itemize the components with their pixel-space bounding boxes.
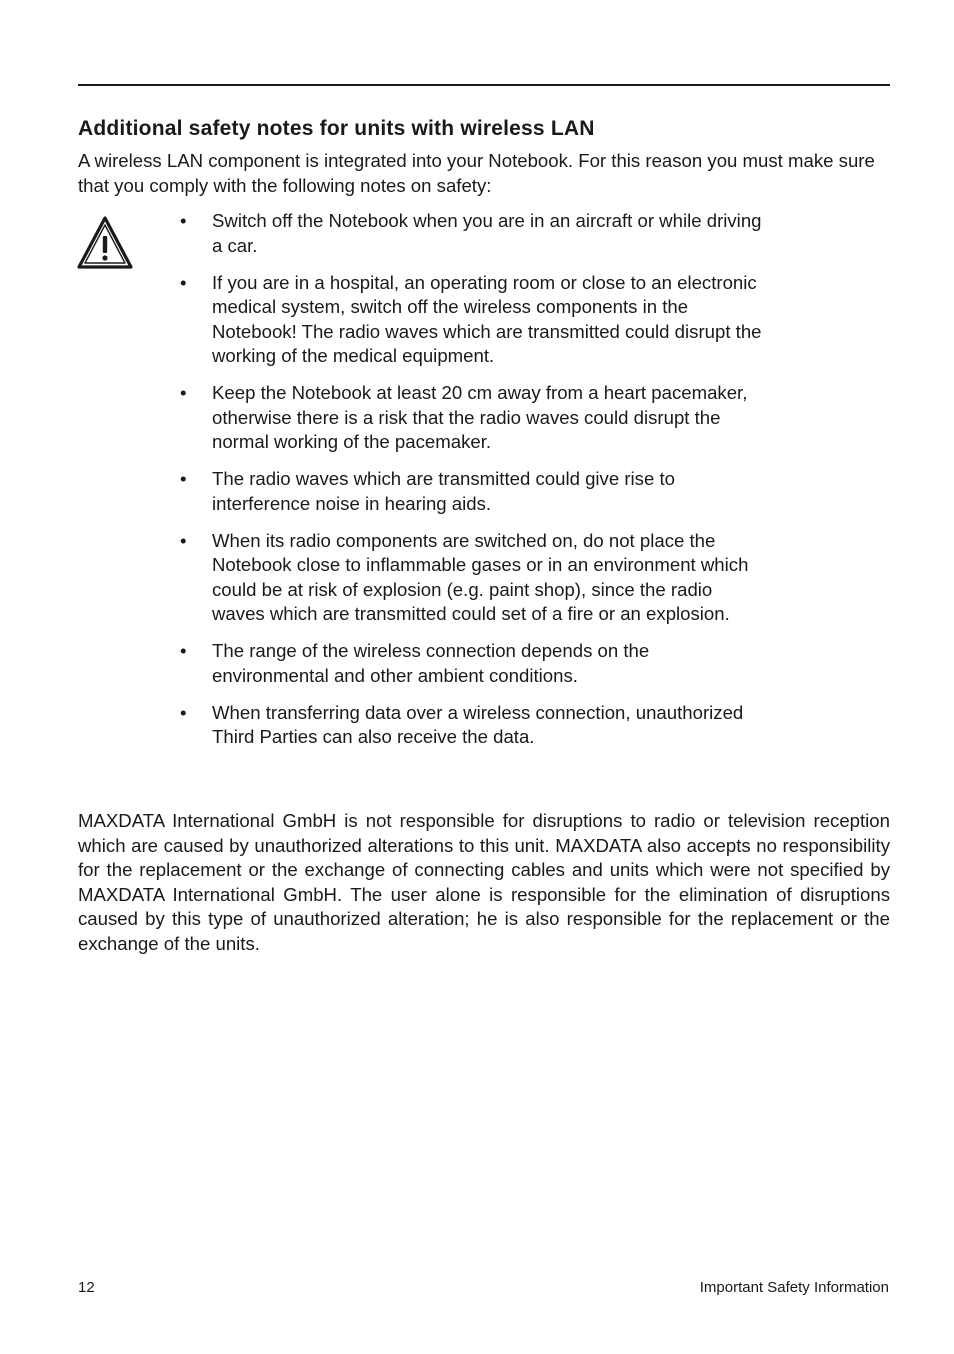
page-number: 12 bbox=[78, 1279, 95, 1296]
bullet-item bbox=[180, 381, 770, 455]
bullet-item bbox=[180, 529, 770, 627]
bullet-dot: • bbox=[180, 382, 187, 403]
bullet-text: Switch off the Notebook when you are in an aircraft or while driving a car. bbox=[212, 210, 762, 256]
safety-bullet-list bbox=[180, 209, 770, 762]
bullet-text: If you are in a hospital, an operating room or close to an electronic medical system, switch off the wireless components in the Notebook! The radio waves which are transmitted could disrupt the working of the medical equipment. bbox=[212, 271, 762, 366]
bullet-item bbox=[180, 639, 770, 688]
bullet-text: The range of the wireless connection depends on the environmental and other ambient conditions. bbox=[212, 640, 650, 686]
bullet-dot: • bbox=[180, 529, 187, 551]
intro-paragraph: A wireless LAN component is integrated into your Notebook. For this reason you must make sure that you comply with the following notes on safety: bbox=[78, 150, 875, 196]
warning-triangle-icon bbox=[76, 214, 134, 272]
bullet-item bbox=[180, 701, 770, 750]
bullet-text: Keep the Notebook at least 20 cm away from a heart pacemaker, otherwise there is a risk that the radio waves could disrupt the normal working of the pacemaker. bbox=[212, 382, 748, 452]
section-heading: Additional safety notes for units with wireless LAN bbox=[78, 117, 595, 140]
bullet-dot: • bbox=[180, 701, 187, 723]
top-rule-divider bbox=[78, 84, 890, 86]
bullet-item bbox=[180, 271, 770, 369]
bullet-dot: • bbox=[180, 640, 187, 661]
bullet-item bbox=[180, 467, 770, 516]
bullet-text: When its radio components are switched on, do not place the Notebook close to inflammable gases or in an environment which could be at risk of explosion (e.g. paint shop), since the radio waves which are transmitted could set of a fire or an explosion. bbox=[212, 529, 749, 624]
bullet-dot: • bbox=[180, 468, 187, 489]
bullet-text: The radio waves which are transmitted could give rise to interference noise in hearing aids. bbox=[212, 468, 675, 514]
bullet-dot: • bbox=[180, 210, 187, 231]
footer-section-title: Important Safety Information bbox=[699, 1279, 889, 1296]
bullet-dot: • bbox=[180, 271, 187, 293]
bullet-item bbox=[180, 209, 770, 258]
closing-paragraph: MAXDATA International GmbH is not responsible for disruptions to radio or television reception which are caused by unauthorized alterations to this unit. MAXDATA also accepts no responsibility for the replacement or the exchange of connecting cables and units which were not specified by MAXDATA International GmbH. The user alone is responsible for the elimination of disruptions caused by this type of unauthorized alteration; he is also responsible for the replacement or the exchange of the units. bbox=[78, 810, 890, 954]
bullet-text: When transferring data over a wireless connection, unauthorized Third Parties can also receive the data. bbox=[212, 701, 744, 747]
